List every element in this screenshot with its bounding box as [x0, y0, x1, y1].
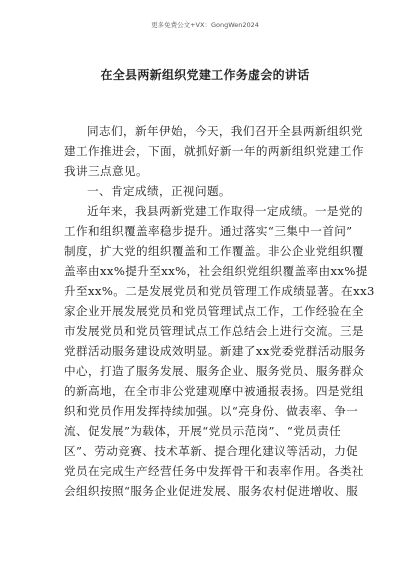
paragraph-line: 的新高地，在全市非公党建观摩中被通报表扬。四是党组: [64, 384, 364, 398]
paragraph-line: 党群活动服务建设成效明显。新建了xx党委党群活动服务: [64, 344, 366, 358]
paragraph-line: 同志们，新年伊始，今天，我们召开全县两新组织党: [87, 124, 363, 138]
paragraph-line: 区”、劳动竞赛、技术革新、提合理化建议等活动，力促: [64, 444, 359, 458]
document-title: 在全县两新组织党建工作务虚会的讲话: [100, 68, 310, 82]
paragraph-line: 中心，打造了服务发展、服务企业、服务党员、服务群众: [64, 364, 364, 378]
paragraph-line: 制度，扩大党的组织覆盖和工作覆盖。非公企业党组织覆: [64, 244, 364, 258]
paragraph-line: 党员在完成生产经营任务中发挥骨干和表率作用。各类社: [64, 464, 364, 478]
paragraph-line: 织和党员作用发挥持续加强。以“亮身份、做表率、争一: [64, 404, 359, 418]
paragraph-line: 市发展党员和党员管理试点工作总结会上进行交流。三是: [64, 324, 364, 338]
document-body: [64, 121, 375, 501]
header-note: 更多免费公文+VX：GongWen2024: [151, 21, 259, 29]
section-heading: 一、肯定成绩，正视问题。: [87, 184, 231, 198]
paragraph-line: 盖率由xx%提升至xx%，社会组织党组织覆盖率由xx%提: [64, 264, 368, 278]
paragraph-line: 家企业开展发展党员和党员管理试点工作，工作经验在全: [64, 304, 364, 318]
paragraph-line: 建工作推进会，下面，就抓好新一年的两新组织党建工作: [64, 144, 364, 158]
paragraph-line: 会组织按照“服务企业促进发展、服务农村促进增收、服: [64, 484, 359, 498]
paragraph-line: 升至xx%。二是发展党员和党员管理工作成绩显著。在xx3: [64, 284, 375, 298]
paragraph-line: 近年来，我县两新党建工作取得一定成绩。一是党的: [87, 204, 363, 218]
paragraph-line: 我讲三点意见。: [64, 164, 148, 178]
paragraph-line: 工作和组织覆盖率稳步提升。通过落实“三集中一首问”: [64, 224, 353, 238]
paragraph-line: 流、促发展”为载体，开展“党员示范岗”、“党员责任: [64, 424, 342, 438]
